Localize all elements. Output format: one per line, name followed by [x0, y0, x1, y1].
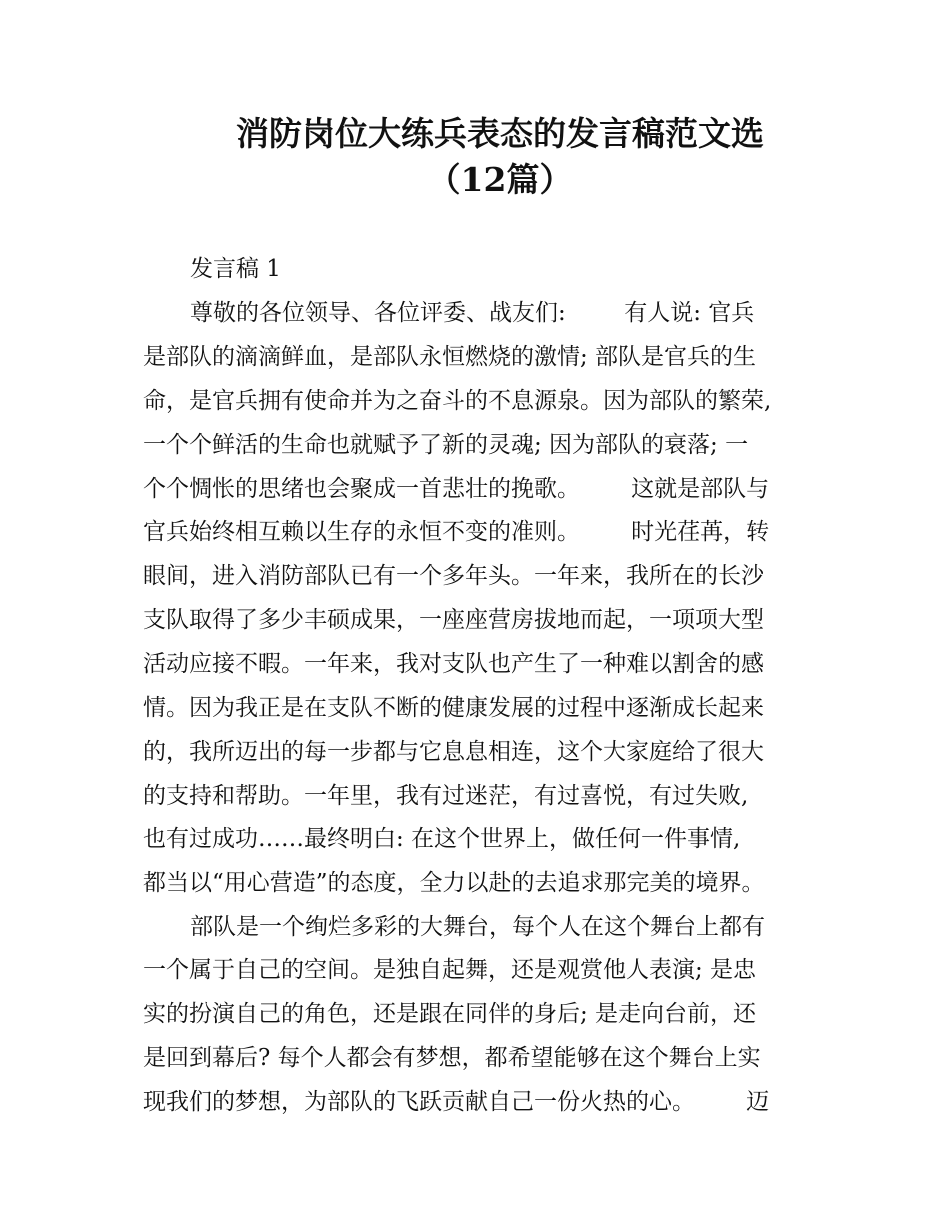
body-line: 一个属于自己的空间。是独自起舞，还是观赏他人表演; 是忠 [143, 957, 757, 983]
body-line: 命，是官兵拥有使命并为之奋斗的不息源泉。因为部队的繁荣, [143, 388, 772, 414]
document-title-line-2: （12篇） [427, 160, 573, 199]
body-line: 现我们的梦想，为部队的飞跃贡献自己一份火热的心。 迈 [143, 1089, 770, 1115]
body-line: 也有过成功……最终明白: 在这个世界上，做任何一件事情, [143, 826, 741, 852]
body-line: 的支持和帮助。一年里，我有过迷茫，有过喜悦，有过失败, [143, 783, 749, 809]
body-line: 官兵始终相互赖以生存的永恒不变的准则。 时光荏苒，转 [143, 519, 770, 545]
body-line: 活动应接不暇。一年来，我对支队也产生了一种难以割舍的感 [143, 651, 764, 677]
body-line: 支队取得了多少丰硕成果，一座座营房拔地而起，一项项大型 [143, 607, 764, 633]
body-line: 一个个鲜活的生命也就赋予了新的灵魂; 因为部队的衰落; 一 [143, 432, 749, 458]
body-line: 部队是一个绚烂多彩的大舞台，每个人在这个舞台上都有 [190, 914, 765, 940]
body-line: 是回到幕后? 每个人都会有梦想，都希望能够在这个舞台上实 [143, 1045, 761, 1071]
body-line: 尊敬的各位领导、各位评委、战友们: 有人说: 官兵 [190, 300, 755, 326]
body-line: 都当以“用心营造”的态度，全力以赴的去追求那完美的境界。 [143, 870, 765, 896]
document-title-line-1: 消防岗位大练兵表态的发言稿范文选 [236, 114, 764, 153]
body-line: 情。因为我正是在支队不断的健康发展的过程中逐渐成长起来 [143, 695, 764, 721]
body-line: 的，我所迈出的每一步都与它息息相连，这个大家庭给了很大 [143, 739, 764, 765]
body-line: 是部队的滴滴鲜血，是部队永恒燃烧的激情; 部队是官兵的生 [143, 344, 757, 370]
body-line: 个个惆怅的思绪也会聚成一首悲壮的挽歌。 这就是部队与 [143, 476, 770, 502]
body-line: 眼间，进入消防部队已有一个多年头。一年来，我所在的长沙 [143, 563, 764, 589]
section-heading: 发言稿 1 [190, 256, 281, 282]
body-line: 实的扮演自己的角色，还是跟在同伴的身后; 是走向台前，还 [143, 1001, 757, 1027]
